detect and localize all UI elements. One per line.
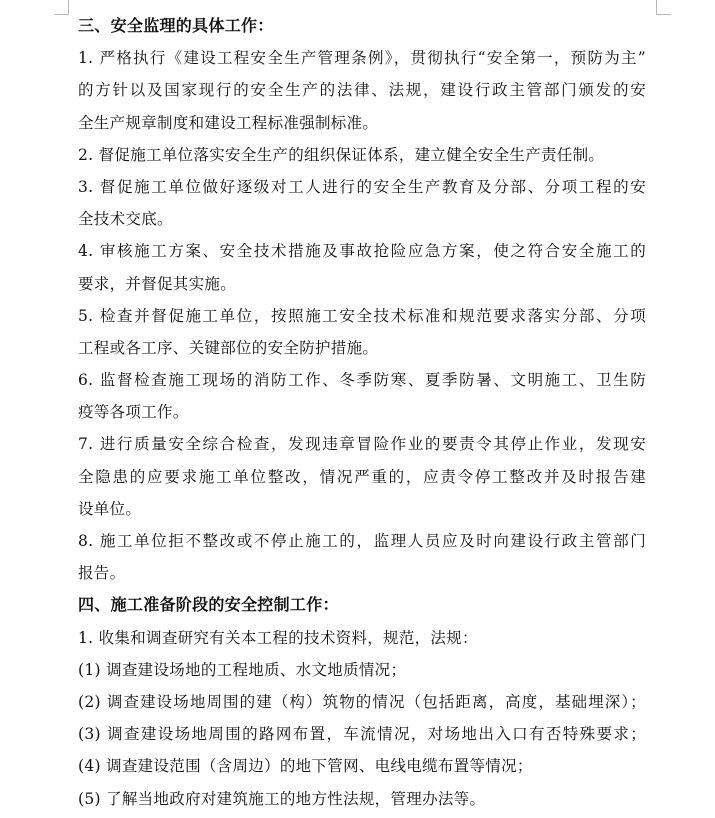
- text-line: 报告。: [78, 564, 126, 583]
- text-line: 6. 监督检查施工现场的消防工作、冬季防寒、夏季防暑、文明施工、卫生防: [78, 371, 646, 390]
- text-line: 2. 督促施工单位落实安全生产的组织保证体系，建立健全安全生产责任制。: [78, 145, 605, 164]
- document-page: [78, 10, 646, 815]
- text-line: (4) 调查建设范围（含周边）的地下管网、电线电缆布置等情况；: [78, 757, 533, 776]
- text-line: 1. 严格执行《建设工程安全生产管理条例》，贯彻执行“安全第一，预防为主”: [78, 49, 646, 68]
- text-line: 设单位。: [78, 499, 142, 518]
- section-heading: 三、安全监理的具体工作：: [78, 16, 274, 35]
- text-line: (3) 调查建设场地周围的路网布置，车流情况，对场地出入口有否特殊要求；: [78, 725, 646, 744]
- page-corner-mark-right: [656, 0, 671, 15]
- text-line: (1) 调查建设场地的工程地质、水文地质情况；: [78, 660, 407, 679]
- text-line: 工程或各工序、关键部位的安全防护措施。: [78, 338, 379, 357]
- text-line: 8. 施工单位拒不整改或不停止施工的，监理人员应及时向建设行政主管部门: [78, 532, 646, 550]
- text-line: (2) 调查建设场地周围的建（构）筑物的情况（包括距离，高度，基础埋深）；: [78, 692, 646, 711]
- text-line: 1. 收集和调查研究有关本工程的技术资料，规范，法规：: [78, 628, 478, 647]
- text-line: (5) 了解当地政府对建筑施工的地方性法规，管理办法等。: [78, 789, 486, 808]
- text-line: 全隐患的应要求施工单位整改，情况严重的，应责令停工整改并及时报告建: [78, 467, 646, 486]
- text-line: 的方针以及国家现行的安全生产的法律、法规，建设行政主管部门颁发的安: [78, 81, 646, 100]
- text-line: 7. 进行质量安全综合检查，发现违章冒险作业的要责令其停止作业，发现安: [78, 435, 646, 454]
- text-line: 3. 督促施工单位做好逐级对工人进行的安全生产教育及分部、分项工程的安: [78, 177, 646, 196]
- text-line: 疫等各项工作。: [78, 403, 189, 422]
- text-line: 4. 审核施工方案、安全技术措施及事故抢险应急方案，使之符合安全施工的: [78, 242, 646, 261]
- text-line: 全技术交底。: [78, 210, 173, 229]
- text-line: 全生产规章制度和建设工程标准强制标准。: [78, 113, 379, 132]
- text-line: 要求，并督促其实施。: [78, 274, 237, 293]
- text-line: 5. 检查并督促施工单位，按照施工安全技术标准和规范要求落实分部、分项: [78, 306, 646, 325]
- page-corner-mark-left: [54, 0, 69, 15]
- section-heading: 四、施工准备阶段的安全控制工作：: [78, 595, 339, 615]
